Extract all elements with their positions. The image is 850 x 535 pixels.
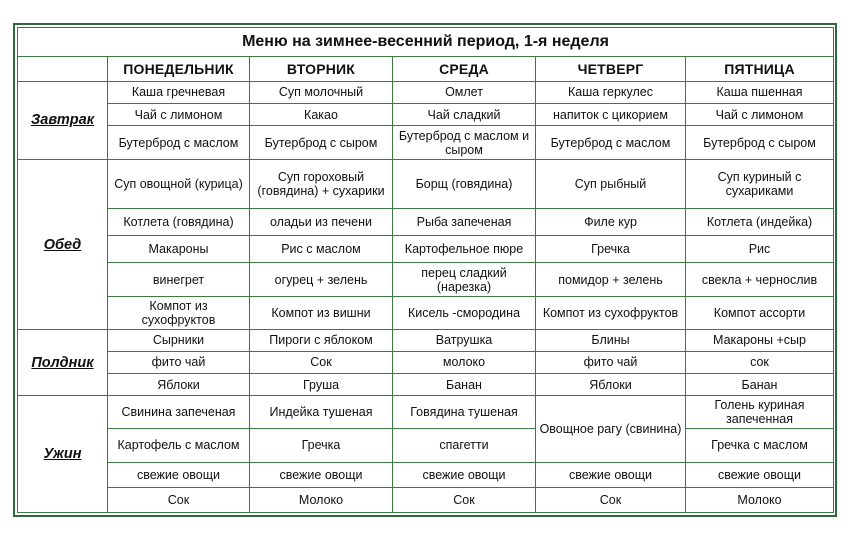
menu-cell: Чай с лимоном <box>108 104 250 126</box>
menu-cell: Макароны +сыр <box>686 330 834 351</box>
table-row <box>18 296 834 329</box>
menu-cell: Сырники <box>108 330 250 351</box>
menu-cell: Пироги с яблоком <box>250 330 393 351</box>
meal-label-lunch: Обед <box>18 159 108 329</box>
menu-cell: Макароны <box>108 235 250 262</box>
menu-cell: Котлета (индейка) <box>686 208 834 235</box>
table-row <box>18 208 834 235</box>
menu-cell: Чай сладкий <box>393 104 536 126</box>
menu-cell: Котлета (говядина) <box>108 208 250 235</box>
menu-cell: Каша геркулес <box>536 81 686 103</box>
menu-cell: Бутерброд с сыром <box>686 126 834 159</box>
table-row <box>18 351 834 373</box>
menu-cell: Гречка <box>250 428 393 462</box>
menu-cell: Филе кур <box>536 208 686 235</box>
menu-cell: перец сладкий (нарезка) <box>393 263 536 296</box>
menu-cell: Банан <box>686 373 834 395</box>
menu-cell: свежие овощи <box>393 463 536 488</box>
menu-cell: спагетти <box>393 428 536 462</box>
menu-cell: Рис с маслом <box>250 235 393 262</box>
menu-cell: Молоко <box>250 488 393 513</box>
menu-cell: Компот ассорти <box>686 296 834 329</box>
menu-cell: Бутерброд с маслом <box>536 126 686 159</box>
menu-cell: Компот из вишни <box>250 296 393 329</box>
meal-label-dinner: Ужин <box>18 396 108 513</box>
menu-cell: фито чай <box>536 351 686 373</box>
menu-cell: сок <box>686 351 834 373</box>
menu-cell: Каша пшенная <box>686 81 834 103</box>
meal-label-breakfast: Завтрак <box>18 81 108 159</box>
menu-cell: Компот из сухофруктов <box>108 296 250 329</box>
menu-cell: Яблоки <box>536 373 686 395</box>
table-row <box>18 235 834 262</box>
menu-cell: Какао <box>250 104 393 126</box>
menu-cell: Сок <box>108 488 250 513</box>
menu-cell: Свинина запеченая <box>108 396 250 428</box>
table-row <box>18 428 834 462</box>
menu-cell: Омлет <box>393 81 536 103</box>
menu-title: Меню на зимнее-весенний период, 1-я неделя <box>18 28 834 57</box>
menu-cell: Гречка с маслом <box>686 428 834 462</box>
menu-cell: Рис <box>686 235 834 262</box>
menu-cell: Сок <box>250 351 393 373</box>
menu-cell: Бутерброд с маслом и сыром <box>393 126 536 159</box>
menu-cell: Суп молочный <box>250 81 393 103</box>
menu-cell: Голень куриная запеченная <box>686 396 834 428</box>
table-row <box>18 373 834 395</box>
menu-cell: Блины <box>536 330 686 351</box>
menu-cell: Молоко <box>686 488 834 513</box>
menu-cell: Рыба запеченая <box>393 208 536 235</box>
menu-cell: Яблоки <box>108 373 250 395</box>
day-wednesday: СРЕДА <box>393 57 536 81</box>
menu-cell: Бутерброд с сыром <box>250 126 393 159</box>
menu-cell: Банан <box>393 373 536 395</box>
menu-cell: фито чай <box>108 351 250 373</box>
menu-cell: Ватрушка <box>393 330 536 351</box>
menu-cell: оладьи из печени <box>250 208 393 235</box>
menu-cell: Чай с лимоном <box>686 104 834 126</box>
menu-cell: Картофель с маслом <box>108 428 250 462</box>
menu-cell: Говядина тушеная <box>393 396 536 428</box>
menu-cell: напиток с цикорием <box>536 104 686 126</box>
day-friday: ПЯТНИЦА <box>686 57 834 81</box>
menu-cell: Бутерброд с маслом <box>108 126 250 159</box>
menu-cell: Груша <box>250 373 393 395</box>
day-monday: ПОНЕДЕЛЬНИК <box>108 57 250 81</box>
menu-cell: свежие овощи <box>250 463 393 488</box>
menu-cell: Суп куриный с сухариками <box>686 159 834 208</box>
day-thursday: ЧЕТВЕРГ <box>536 57 686 81</box>
menu-cell: свежие овощи <box>108 463 250 488</box>
table-row <box>18 81 834 103</box>
menu-cell: Гречка <box>536 235 686 262</box>
menu-cell: винегрет <box>108 263 250 296</box>
table-row <box>18 330 834 351</box>
menu-cell: Картофельное пюре <box>393 235 536 262</box>
menu-cell: Борщ (говядина) <box>393 159 536 208</box>
table-row <box>18 488 834 513</box>
menu-cell: Суп гороховый (говядина) + сухарики <box>250 159 393 208</box>
menu-cell: Индейка тушеная <box>250 396 393 428</box>
menu-cell-merged: Овощное рагу (свинина) <box>536 396 686 463</box>
menu-cell: Суп овощной (курица) <box>108 159 250 208</box>
menu-table <box>17 27 834 513</box>
menu-cell: Сок <box>393 488 536 513</box>
menu-cell: Компот из сухофруктов <box>536 296 686 329</box>
table-row <box>18 126 834 159</box>
day-header-row <box>18 57 834 81</box>
table-row <box>18 104 834 126</box>
meal-label-snack: Полдник <box>18 330 108 396</box>
menu-cell: свежие овощи <box>536 463 686 488</box>
day-tuesday: ВТОРНИК <box>250 57 393 81</box>
corner-cell <box>18 57 108 81</box>
menu-cell: Суп рыбный <box>536 159 686 208</box>
menu-cell: Сок <box>536 488 686 513</box>
menu-cell: Кисель -смородина <box>393 296 536 329</box>
menu-cell: свежие овощи <box>686 463 834 488</box>
table-row <box>18 159 834 208</box>
table-row <box>18 396 834 428</box>
menu-cell: помидор + зелень <box>536 263 686 296</box>
table-row <box>18 463 834 488</box>
menu-cell: свекла + чернослив <box>686 263 834 296</box>
table-row <box>18 263 834 296</box>
menu-cell: молоко <box>393 351 536 373</box>
menu-cell: огурец + зелень <box>250 263 393 296</box>
menu-cell: Каша гречневая <box>108 81 250 103</box>
